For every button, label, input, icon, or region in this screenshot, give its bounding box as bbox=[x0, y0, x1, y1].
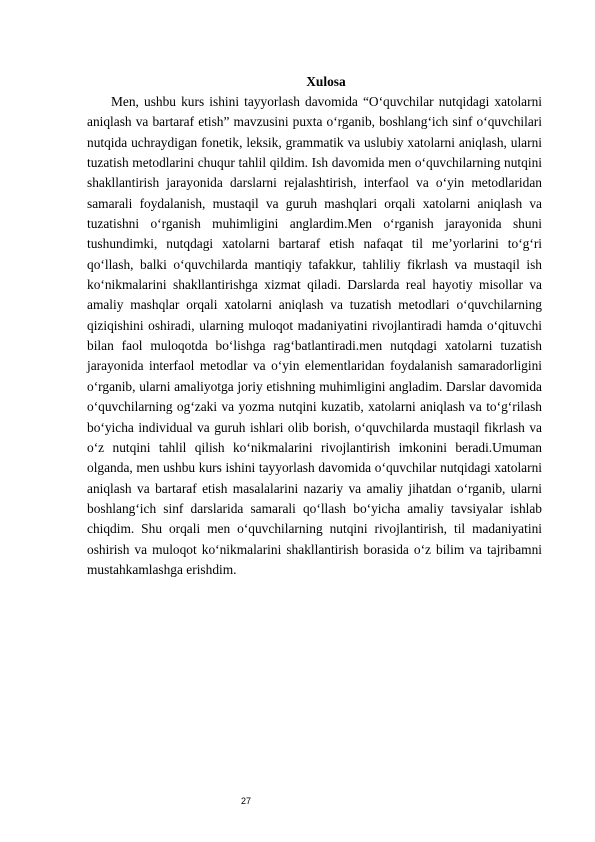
page-number: 27 bbox=[240, 796, 251, 806]
body-paragraph: Men, ushbu kurs ishini tayyorlash davomida “O‘quvchilar nutqidagi xatolarni aniqlash va bartaraf etish” mavzusini puxta o‘rganib, boshlang‘ich sinf o‘quvchilari nutqida uchraydigan fonetik, leksik, grammatik va uslubiy xatolarni aniqlash, ularni tuzatish metodlarini chuqur tahlil qildim. Ish davomida men o‘quvchilarning nutqini shakllantirish jarayonida darslarni rejalashtirish, interfaol va o‘yin metodlaridan samarali foydalanish, mustaqil va guruh mashqlari orqali xatolarni aniqlash va tuzatishni o‘rganish muhimligini anglardim.Men o‘rganish jarayonida shuni tushundimki, nutqdagi xatolarni bartaraf etish nafaqat til me’yorlarini to‘g‘ri qo‘llash, balki o‘quvchilarda mantiqiy tafakkur, tahliliy fikrlash va mustaqil ish ko‘nikmalarini shakllantirishga xizmat qiladi. Darslarda real hayotiy misollar va amaliy mashqlar orqali xatolarni aniqlash va tuzatish metodlari o‘quvchilarning qiziqishini oshiradi, ularning muloqot madaniyatini rivojlantiradi hamda o‘qituvchi bilan faol muloqotda bo‘lishga rag‘batlantiradi.men nutqdagi xatolarni tuzatish jarayonida interfaol metodlar va o‘yin elementlaridan foydalanish samaradorligini o‘rganib, ularni amaliyotga joriy etishning muhimligini angladim. Darslar davomida o‘quvchilarning og‘zaki va yozma nutqini kuzatib, xatolarni aniqlash va to‘g‘rilash bo‘yicha individual va guruh ishlari olib borish, o‘quvchilarda mustaqil fikrlash va o‘z nutqini tahlil qilish ko‘nikmalarini rivojlantirish imkonini beradi.Umuman olganda, men ushbu kurs ishini tayyorlash davomida o‘quvchilar nutqidagi xatolarni aniqlash va bartaraf etish masalalarini nazariy va amaliy jihatdan o‘rganib, ularni boshlang‘ich sinf darslarida samarali qo‘llash bo‘yicha amaliy tavsiyalar ishlab chiqdim. Shu orqali men o‘quvchilarning nutqini rivojlantirish, til madaniyatini oshirish va muloqot ko‘nikmalarini shakllantirish borasida o‘z bilim va tajribamni mustahkamlashga erishdim. bbox=[87, 94, 542, 577]
section-title: Xulosa bbox=[306, 74, 346, 89]
